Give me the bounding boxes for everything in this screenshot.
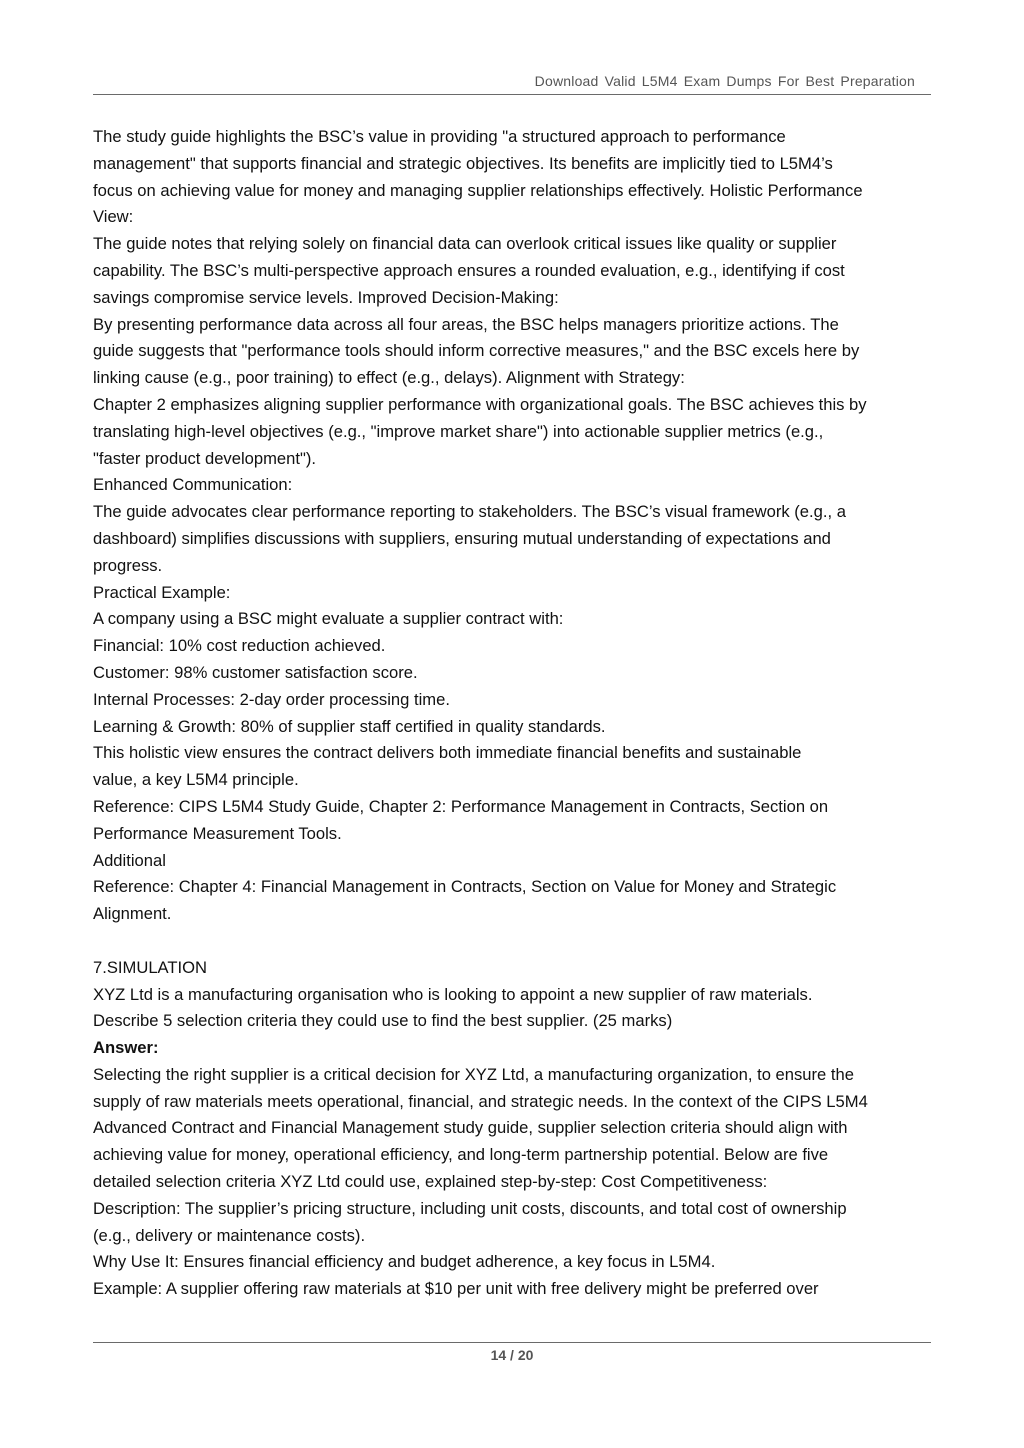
page-footer: [93, 1342, 931, 1363]
body-line: Reference: Chapter 4: Financial Management in Contracts, Section on Value for Money and Strategic: [93, 877, 837, 897]
question-line: Describe 5 selection criteria they could use to find the best supplier. (25 marks): [93, 1011, 673, 1031]
body-line: Learning & Growth: 80% of supplier staff certified in quality standards.: [93, 716, 606, 736]
document-body: [93, 124, 935, 1303]
answer-line: (e.g., delivery or maintenance costs).: [93, 1225, 366, 1245]
body-line: The guide notes that relying solely on financial data can overlook critical issues like quality or supplier: [93, 234, 837, 254]
page-header: [93, 72, 931, 95]
body-line: guide suggests that "performance tools should inform corrective measures," and the BSC excels here by: [93, 341, 860, 361]
body-line: Internal Processes: 2-day order processing time.: [93, 689, 450, 709]
body-line: Additional: [93, 850, 166, 870]
body-line: linking cause (e.g., poor training) to effect (e.g., delays). Alignment with Strategy:: [93, 368, 685, 388]
body-line: savings compromise service levels. Improved Decision-Making:: [93, 287, 559, 307]
question-title: 7.SIMULATION: [93, 957, 208, 977]
body-line: By presenting performance data across all four areas, the BSC helps managers prioritize actions. The: [93, 314, 839, 334]
answer-line: Why Use It: Ensures financial efficiency and budget adherence, a key focus in L5M4.: [93, 1252, 716, 1272]
body-line: Financial: 10% cost reduction achieved.: [93, 636, 386, 656]
body-line: This holistic view ensures the contract delivers both immediate financial benefits and sustainable: [93, 743, 802, 763]
answer-line: Example: A supplier offering raw materials at $10 per unit with free delivery might be preferred over: [93, 1279, 819, 1299]
body-line: A company using a BSC might evaluate a supplier contract with:: [93, 609, 564, 629]
answer-line: supply of raw materials meets operational, financial, and strategic needs. In the context of the CIPS L5M4: [93, 1091, 868, 1111]
answer-line: Selecting the right supplier is a critical decision for XYZ Ltd, a manufacturing organization, to ensure the: [93, 1064, 854, 1084]
body-line: "faster product development").: [93, 448, 317, 468]
body-line: View:: [93, 207, 134, 227]
body-line: Customer: 98% customer satisfaction score.: [93, 662, 418, 682]
section-spacer: [93, 928, 935, 955]
body-line: focus on achieving value for money and managing supplier relationships effectively. Holistic Performance: [93, 180, 863, 200]
body-line: Practical Example:: [93, 582, 231, 602]
body-line: Chapter 2 emphasizes aligning supplier performance with organizational goals. The BSC achieves this by: [93, 394, 867, 414]
answer-line: Description: The supplier’s pricing structure, including unit costs, discounts, and total cost of ownership: [93, 1198, 847, 1218]
page-number: 14 / 20: [490, 1347, 534, 1363]
body-line: The guide advocates clear performance reporting to stakeholders. The BSC’s visual framework (e.g., a: [93, 502, 846, 522]
answer-line: Advanced Contract and Financial Management study guide, supplier selection criteria should align with: [93, 1118, 848, 1138]
answer-line: achieving value for money, operational efficiency, and long-term partnership potential. Below are five: [93, 1145, 829, 1165]
answer-line: detailed selection criteria XYZ Ltd could use, explained step-by-step: Cost Competitiveness:: [93, 1172, 768, 1192]
body-line: value, a key L5M4 principle.: [93, 770, 299, 790]
body-line: Performance Measurement Tools.: [93, 823, 342, 843]
body-line: progress.: [93, 555, 163, 575]
question-line: XYZ Ltd is a manufacturing organisation who is looking to appoint a new supplier of raw materials.: [93, 984, 813, 1004]
body-line: Reference: CIPS L5M4 Study Guide, Chapter 2: Performance Management in Contracts, Section on: [93, 796, 829, 816]
body-line: capability. The BSC’s multi-perspective approach ensures a rounded evaluation, e.g., identifying if cost: [93, 260, 845, 280]
header-text: Download Valid L5M4 Exam Dumps For Best Preparation: [534, 73, 915, 89]
body-line: Enhanced Communication:: [93, 475, 293, 495]
body-line: management" that supports financial and strategic objectives. Its benefits are implicitly tied to L5M4’s: [93, 153, 833, 173]
body-line: dashboard) simplifies discussions with suppliers, ensuring mutual understanding of expectations and: [93, 528, 831, 548]
body-line: translating high-level objectives (e.g., "improve market share") into actionable supplier metrics (e.g.,: [93, 421, 824, 441]
body-line: The study guide highlights the BSC’s value in providing "a structured approach to performance: [93, 127, 786, 146]
answer-label: Answer:: [93, 1038, 159, 1058]
body-line: Alignment.: [93, 904, 172, 924]
